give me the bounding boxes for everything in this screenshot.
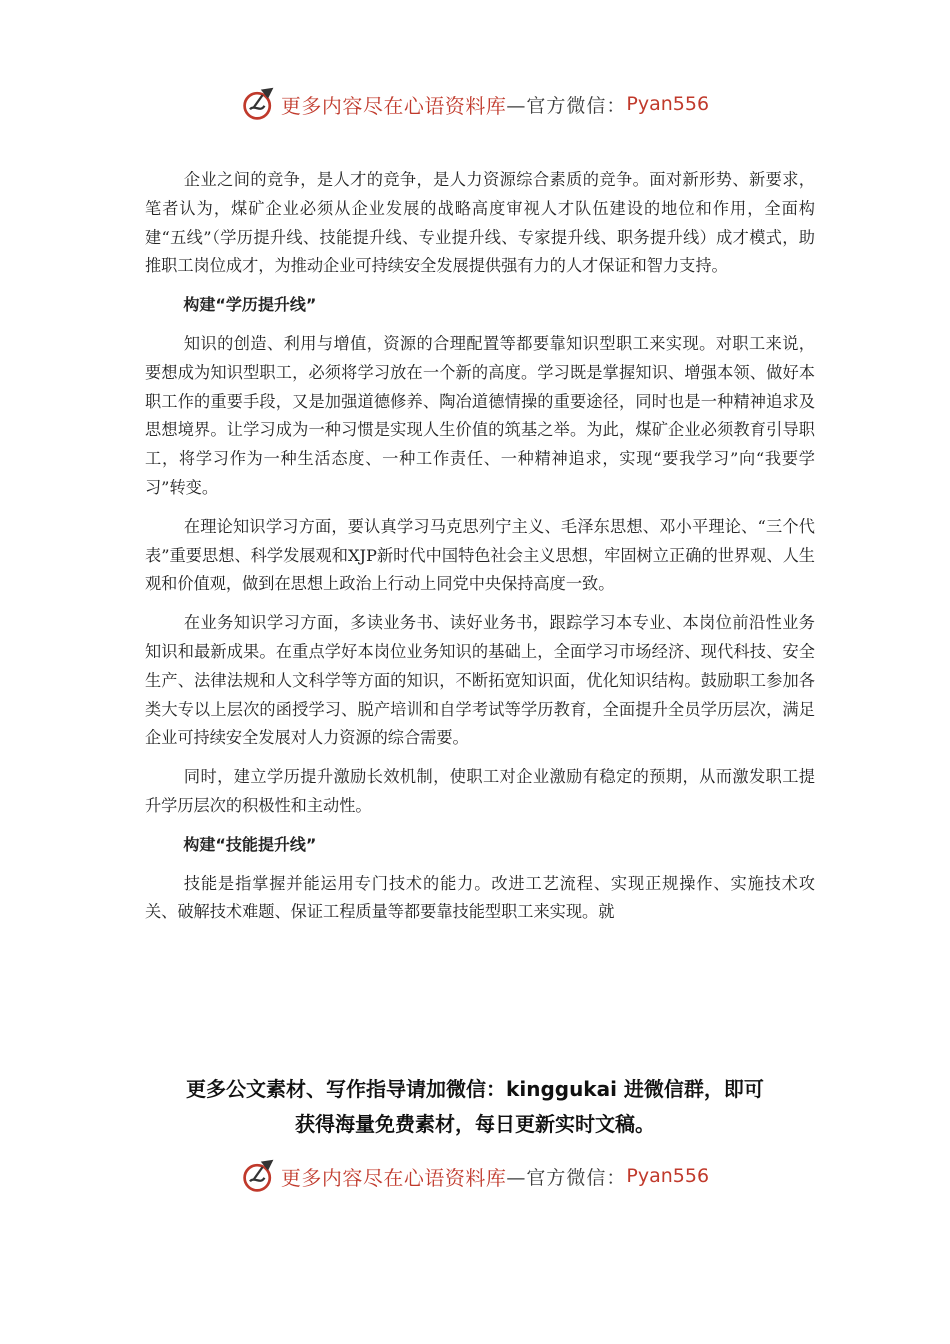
article-paragraph: 同时，建立学历提升激励长效机制，使职工对企业激励有稳定的预期，从而激发职工提升学历层次的积极性和主动性。 — [145, 767, 815, 815]
section-heading: 构建“学历提升线” — [183, 295, 317, 315]
section-heading: 构建“技能提升线” — [183, 834, 317, 854]
banner-wechat-label: —官方微信： — [506, 94, 627, 117]
promo-line-2: 获得海量免费素材，每日更新实时文稿。 — [295, 1112, 655, 1136]
article-paragraph: 企业之间的竞争，是人才的竞争，是人力资源综合素质的竞争。面对新形势、新要求，笔者认为，煤矿企业必须从企业发展的战略高度审视人才队伍建设的地位和作用，全面构建“五线”（学历提升线、技能提升线、专业提升线、专家提升线、职务提升线）成才模式，助推职工岗位成才，为推动企业可持续安全发展提供强有力的人才保证和智力支持。 — [145, 170, 815, 276]
promo-notice — [145, 1072, 805, 1142]
header-banner — [0, 84, 950, 124]
article-paragraph: 技能是指掌握并能运用专门技术的能力。改进工艺流程、实现正规操作、实施技术攻关、破解技术难题、保证工程质量等都要靠技能型职工来实现。就 — [145, 873, 815, 922]
article-body — [145, 166, 815, 937]
banner-wechat-id: Pyan556 — [626, 93, 710, 115]
article-paragraph: 在业务知识学习方面，多读业务书、读好业务书，跟踪学习本专业、本岗位前沿性业务知识和最新成果。在重点学好本岗位业务知识的基础上，全面学习市场经济、现代科技、安全生产、法律法规和人文科学等方面的知识，不断拓宽知识面，优化知识结构。鼓励职工参加各类大专以上层次的函授学习、脱产培训和自学考试等学历教育，全面提升全员学历层次，满足企业可持续安全发展对人力资源的综合需要。 — [145, 613, 815, 748]
banner-wechat-id: Pyan556 — [626, 1165, 710, 1187]
pen-heart-logo-icon — [241, 1158, 277, 1194]
article-paragraph: 在理论知识学习方面，要认真学习马克思列宁主义、毛泽东思想、邓小平理论、“三个代表”重要思想、科学发展观和XJP新时代中国特色社会主义思想，牢固树立正确的世界观、人生观和价值观，做到在思想上政治上行动上同党中央保持高度一致。 — [145, 516, 815, 594]
article-paragraph: 知识的创造、利用与增值，资源的合理配置等都要靠知识型职工来实现。对职工来说，要想成为知识型职工，必须将学习放在一个新的高度。学习既是掌握知识、增强本领、做好本职工作的重要手段，又是加强道德修养、陶冶道德情操的重要途径，同时也是一种精神追求及思想境界。让学习成为一种习惯是实现人生价值的筑基之举。为此，煤矿企业必须教育引导职工，将学习作为一种生活态度、一种工作责任、一种精神追求，实现“要我学习”向“我要学习”转变。 — [145, 333, 815, 497]
banner-site-name: 更多内容尽在心语资料库 — [280, 93, 507, 118]
promo-line-1: 更多公文素材、写作指导请加微信：kinggukai 进微信群，即可 — [186, 1077, 764, 1101]
banner-wechat-label: —官方微信： — [506, 1166, 627, 1189]
banner-site-name: 更多内容尽在心语资料库 — [280, 1165, 507, 1190]
pen-heart-logo-icon — [241, 86, 277, 122]
footer-banner — [0, 1156, 950, 1196]
